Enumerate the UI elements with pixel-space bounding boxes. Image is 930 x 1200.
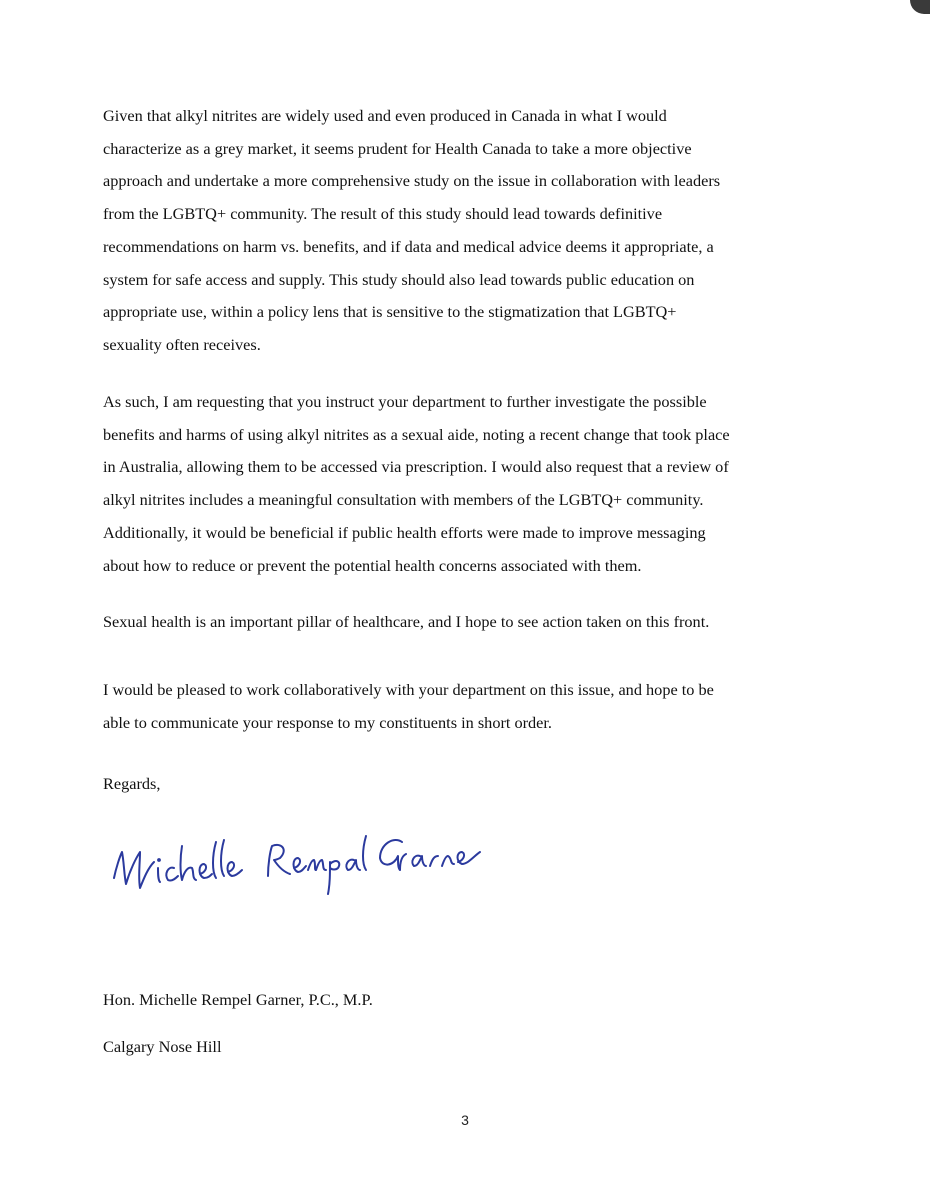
text-line: Given that alkyl nitrites are widely used and even produced in Canada in what I would — [103, 106, 667, 125]
signatory-riding: Calgary Nose Hill — [103, 1037, 222, 1056]
text-line: system for safe access and supply. This study should also lead towards public education on — [103, 269, 695, 289]
page-number: 3 — [461, 1112, 469, 1128]
text-line: about how to reduce or prevent the potential health concerns associated with them. — [103, 555, 642, 575]
text-line: recommendations on harm vs. benefits, and if data and medical advice deems it appropriate, a — [103, 236, 714, 256]
text-line: characterize as a grey market, it seems prudent for Health Canada to take a more objective — [103, 138, 692, 158]
text-line: in Australia, allowing them to be accessed via prescription. I would also request that a review of — [103, 457, 729, 477]
paragraph-study-request — [103, 100, 803, 362]
text-line: As such, I am requesting that you instruct your department to further investigate the possible — [103, 392, 707, 411]
text-line: Additionally, it would be beneficial if public health efforts were made to improve messaging — [103, 522, 706, 542]
paragraph-collaboration — [103, 674, 803, 739]
signatory-name: Hon. Michelle Rempel Garner, P.C., M.P. — [103, 990, 373, 1009]
text-line: I would be pleased to work collaboratively with your department on this issue, and hope to be — [103, 680, 714, 699]
text-line: from the LGBTQ+ community. The result of this study should lead towards definitive — [103, 204, 663, 224]
handwritten-signature — [108, 818, 488, 908]
window-corner-mark — [910, 0, 930, 14]
text-line: approach and undertake a more comprehensive study on the issue in collaboration with leaders — [103, 171, 721, 191]
text-line: Sexual health is an important pillar of healthcare, and I hope to see action taken on this front. — [103, 612, 710, 631]
text-line: alkyl nitrites includes a meaningful consultation with members of the LGBTQ+ community. — [103, 490, 704, 510]
text-line: appropriate use, within a policy lens that is sensitive to the stigmatization that LGBTQ+ — [103, 302, 677, 322]
closing-salutation: Regards, — [103, 774, 161, 793]
paragraph-investigation-request — [103, 386, 803, 582]
text-line: sexuality often receives. — [103, 334, 261, 354]
text-line: benefits and harms of using alkyl nitrites as a sexual aide, noting a recent change that took place — [103, 424, 730, 444]
paragraph-sexual-health — [103, 606, 803, 639]
text-line: able to communicate your response to my constituents in short order. — [103, 712, 552, 732]
